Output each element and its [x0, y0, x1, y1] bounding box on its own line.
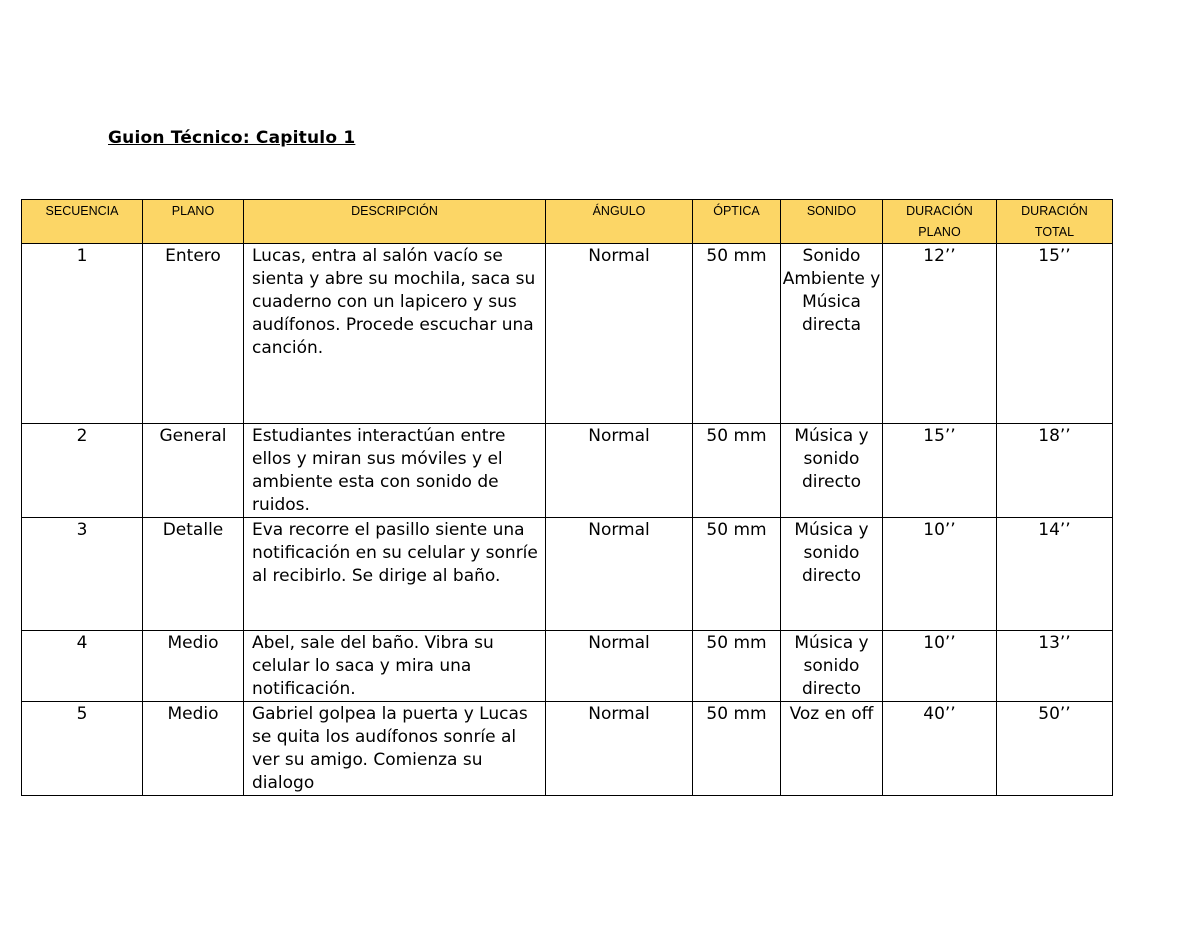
cell-plano: Entero: [143, 244, 244, 424]
cell-angulo: Normal: [546, 518, 693, 631]
cell-sonido: Música y sonido directo: [781, 424, 883, 518]
cell-secuencia: 1: [22, 244, 143, 424]
header-optica: ÓPTICA: [693, 200, 781, 244]
cell-sonido: Voz en off: [781, 702, 883, 796]
cell-duracion-total: 15’’: [997, 244, 1113, 424]
cell-angulo: Normal: [546, 702, 693, 796]
cell-optica: 50 mm: [693, 518, 781, 631]
cell-secuencia: 4: [22, 631, 143, 702]
cell-sonido: Música y sonido directo: [781, 518, 883, 631]
cell-duracion-plano: 10’’: [883, 518, 997, 631]
cell-optica: 50 mm: [693, 631, 781, 702]
cell-duracion-plano: 40’’: [883, 702, 997, 796]
header-secuencia: SECUENCIA: [22, 200, 143, 244]
cell-plano: Medio: [143, 702, 244, 796]
cell-plano: Detalle: [143, 518, 244, 631]
cell-angulo: Normal: [546, 424, 693, 518]
cell-descripcion: Eva recorre el pasillo siente una notificación en su celular y sonríe al recibirlo. Se dirige al baño.: [244, 518, 546, 631]
cell-duracion-total: 14’’: [997, 518, 1113, 631]
header-duracion-plano: DURACIÓN PLANO: [883, 200, 997, 244]
cell-sonido: Música y sonido directo: [781, 631, 883, 702]
cell-sonido: Sonido Ambiente y Música directa: [781, 244, 883, 424]
table-row: [22, 244, 1113, 424]
header-row: [22, 200, 1113, 244]
document-title: Guion Técnico: Capitulo 1: [108, 128, 356, 148]
table-row: [22, 424, 1113, 518]
cell-descripcion: Estudiantes interactúan entre ellos y miran sus móviles y el ambiente esta con sonido de ruidos.: [244, 424, 546, 518]
cell-optica: 50 mm: [693, 244, 781, 424]
table-row: [22, 631, 1113, 702]
cell-angulo: Normal: [546, 244, 693, 424]
cell-descripcion: Lucas, entra al salón vacío se sienta y abre su mochila, saca su cuaderno con un lapicero y sus audífonos. Procede escuchar una canción.: [244, 244, 546, 424]
header-angulo: ÁNGULO: [546, 200, 693, 244]
technical-script-table: [21, 199, 1113, 796]
cell-duracion-total: 13’’: [997, 631, 1113, 702]
cell-secuencia: 3: [22, 518, 143, 631]
cell-optica: 50 mm: [693, 702, 781, 796]
cell-duracion-plano: 15’’: [883, 424, 997, 518]
cell-angulo: Normal: [546, 631, 693, 702]
cell-descripcion: Gabriel golpea la puerta y Lucas se quita los audífonos sonríe al ver su amigo. Comienza su dialogo: [244, 702, 546, 796]
cell-plano: Medio: [143, 631, 244, 702]
cell-secuencia: 5: [22, 702, 143, 796]
cell-duracion-total: 50’’: [997, 702, 1113, 796]
cell-duracion-plano: 10’’: [883, 631, 997, 702]
table-row: [22, 518, 1113, 631]
header-sonido: SONIDO: [781, 200, 883, 244]
cell-duracion-total: 18’’: [997, 424, 1113, 518]
cell-optica: 50 mm: [693, 424, 781, 518]
header-plano: PLANO: [143, 200, 244, 244]
cell-descripcion: Abel, sale del baño. Vibra su celular lo saca y mira una notificación.: [244, 631, 546, 702]
cell-duracion-plano: 12’’: [883, 244, 997, 424]
cell-plano: General: [143, 424, 244, 518]
header-duracion-total: DURACIÓN TOTAL: [997, 200, 1113, 244]
table-row: [22, 702, 1113, 796]
header-descripcion: DESCRIPCIÓN: [244, 200, 546, 244]
cell-secuencia: 2: [22, 424, 143, 518]
